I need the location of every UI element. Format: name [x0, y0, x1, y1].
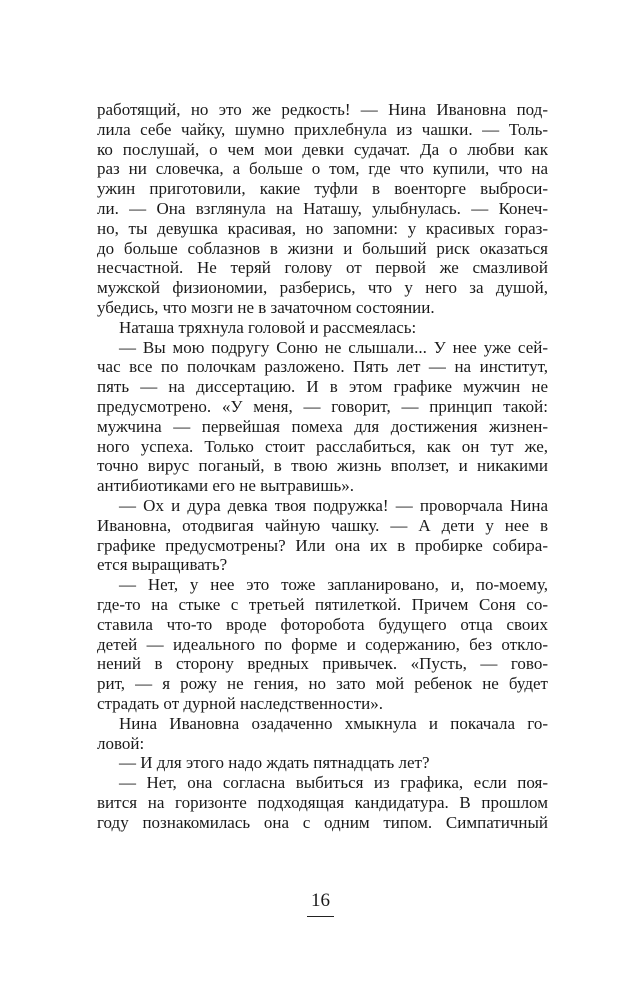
- text-line: ко послушай, о чем мои девки судачат. Да о любви как: [97, 139, 548, 159]
- text-line: где-то на стыке с третьей пятилеткой. Причем Соня со-: [97, 594, 548, 614]
- text-line: лила себе чайку, шумно прихлебнула из чашки. — Толь-: [97, 119, 548, 139]
- text-line: Ивановна, отодвигая чайную чашку. — А дети у нее в: [97, 515, 548, 535]
- page-number: 16: [307, 890, 334, 917]
- text-line: раз ни словечка, а больше о том, где что купили, что на: [97, 159, 548, 179]
- text-line: графике предусмотрены? Или она их в пробирке собира-: [97, 535, 548, 555]
- text-line: — Ох и дура девка твоя подружка! — проворчала Нина: [119, 495, 548, 515]
- paragraph: [97, 338, 548, 496]
- text-line: час все по полочкам разложено. Пять лет — на институт,: [97, 357, 548, 377]
- text-line: мужчина — первейшая помеха для достижения жизнен-: [97, 416, 548, 436]
- text-line: Нина Ивановна озадаченно хмыкнула и покачала го-: [119, 713, 548, 733]
- text-line: ловой:: [97, 733, 145, 753]
- text-line: нений в сторону вредных привычек. «Пусть, — гово-: [97, 654, 548, 674]
- paragraph: [97, 496, 548, 575]
- text-line: — Нет, у нее это тоже запланировано, и, по-моему,: [119, 575, 548, 595]
- text-line: — Вы мою подругу Соню не слышали... У нее уже сей-: [119, 337, 548, 357]
- text-line: пять — на диссертацию. И в этом графике мужчин не: [97, 377, 548, 397]
- text-line: работящий, но это же редкость! — Нина Ивановна под-: [97, 100, 548, 119]
- text-line: рит, — я рожу не гения, но зато мой ребенок не будет: [97, 674, 548, 694]
- text-line: ется выращивать?: [97, 555, 228, 575]
- text-line: вится на горизонте подходящая кандидатура. В прошлом: [97, 792, 548, 812]
- text-line: ставила что-то вроде фоторобота будущего отца своих: [97, 614, 548, 634]
- text-line: — И для этого надо ждать пятнадцать лет?: [119, 753, 430, 773]
- text-line: ного успеха. Только стоит расслабиться, как он тут же,: [97, 436, 548, 456]
- text-line: — Нет, она согласна выбиться из графика, если поя-: [119, 773, 548, 793]
- text-line: ужин приготовили, какие туфли в военторге выброси-: [97, 179, 548, 199]
- page-number-container: [0, 890, 641, 917]
- paragraph: [97, 318, 548, 338]
- text-line: предусмотрено. «У меня, — говорит, — принцип такой:: [97, 396, 548, 416]
- text-line: детей — идеального по форме и содержанию, без откло-: [97, 634, 548, 654]
- text-line: году познакомилась она с одним типом. Симпатичный: [97, 812, 548, 832]
- text-line: страдать от дурной наследственности».: [97, 693, 383, 713]
- text-line: несчастной. Не теряй голову от первой же смазливой: [97, 258, 548, 278]
- paragraph: [97, 753, 548, 773]
- text-line: Наташа тряхнула головой и рассмеялась:: [119, 317, 417, 337]
- paragraph: [97, 714, 548, 754]
- paragraph: [97, 575, 548, 714]
- text-line: ли. — Она взглянула на Наташу, улыбнулась. — Конеч-: [97, 198, 548, 218]
- paragraph: [97, 773, 548, 832]
- paragraph: [97, 100, 548, 318]
- text-line: убедись, что мозги не в зачаточном состоянии.: [97, 297, 435, 317]
- text-line: мужской физиономии, разберись, что у него за душой,: [97, 278, 548, 298]
- text-line: но, ты девушка красивая, но запомни: у красивых гораз-: [97, 218, 548, 238]
- text-line: точно вирус поганый, в твою жизнь вползет, и никакими: [97, 456, 548, 476]
- book-text-body: [97, 100, 548, 832]
- text-line: до больше соблазнов в жизни и больший риск оказаться: [97, 238, 548, 258]
- text-line: антибиотиками его не вытравишь».: [97, 476, 354, 496]
